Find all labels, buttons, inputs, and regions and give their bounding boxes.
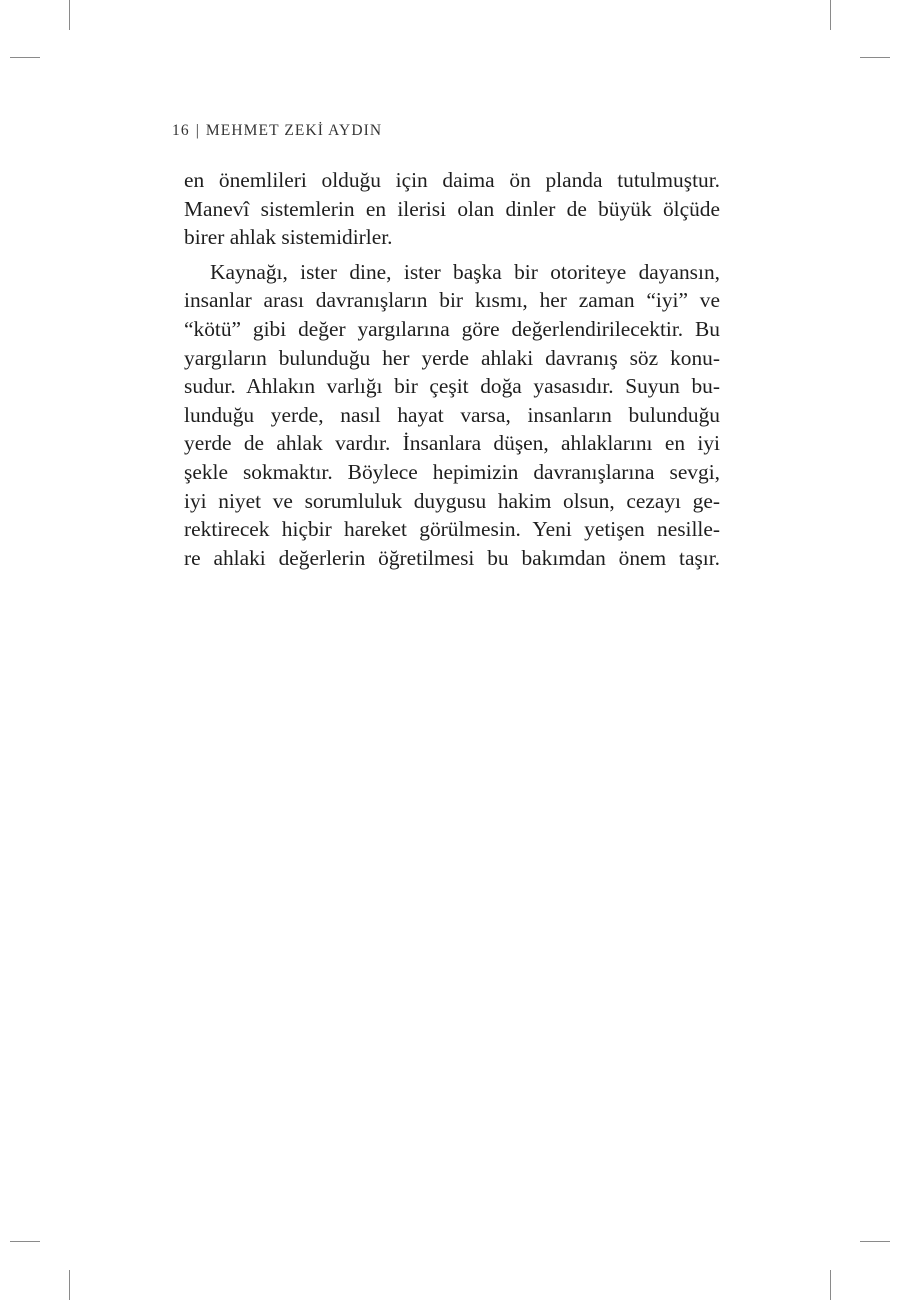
text-line: sudur. Ahlakın varlığı bir çeşit doğa yasasıdır. Suyun bu- bbox=[184, 374, 720, 399]
text-line: yerde de ahlak vardır. İnsanlara düşen, ahlaklarını en iyi bbox=[184, 431, 720, 456]
text-line: birer ahlak sistemidirler. bbox=[184, 225, 393, 250]
crop-mark-left-bottom bbox=[10, 1241, 40, 1242]
crop-mark-bottom-left bbox=[69, 1270, 70, 1300]
page-number: 16 bbox=[172, 122, 190, 139]
text-line: Kaynağı, ister dine, ister başka bir otoriteye dayansın, bbox=[210, 259, 720, 284]
crop-mark-top-left bbox=[69, 0, 70, 30]
body-text bbox=[184, 166, 720, 572]
text-line: şekle sokmaktır. Böylece hepimizin davranışlarına sevgi, bbox=[184, 459, 720, 484]
running-head-separator: | bbox=[195, 122, 200, 139]
crop-mark-bottom-right bbox=[830, 1270, 831, 1300]
text-line: rektirecek hiçbir hareket görülmesin. Yeni yetişen nesille- bbox=[184, 517, 720, 542]
crop-mark-right-bottom bbox=[860, 1241, 890, 1242]
text-line: “kötü” gibi değer yargılarına göre değerlendirilecektir. Bu bbox=[184, 316, 720, 341]
text-line: en önemlileri olduğu için daima ön planda tutulmuştur. bbox=[184, 168, 720, 192]
author-name: MEHMET ZEKİ AYDIN bbox=[205, 122, 383, 139]
text-line: insanlar arası davranışların bir kısmı, her zaman “iyi” ve bbox=[184, 288, 720, 313]
text-line: yargıların bulunduğu her yerde ahlaki davranış söz konu- bbox=[184, 345, 720, 370]
text-line: re ahlaki değerlerin öğretilmesi bu bakımdan önem taşır. bbox=[184, 545, 720, 570]
paragraph-2 bbox=[184, 258, 720, 573]
text-line: iyi niyet ve sorumluluk duygusu hakim olsun, cezayı ge- bbox=[184, 488, 720, 513]
crop-mark-top-right bbox=[830, 0, 831, 30]
text-line: lunduğu yerde, nasıl hayat varsa, insanların bulunduğu bbox=[184, 402, 720, 427]
running-head bbox=[172, 122, 382, 140]
paragraph-1 bbox=[184, 166, 720, 252]
text-line: Manevî sistemlerin en ilerisi olan dinler de büyük ölçüde bbox=[184, 196, 720, 221]
crop-mark-left-top bbox=[10, 57, 40, 58]
crop-mark-right-top bbox=[860, 57, 890, 58]
